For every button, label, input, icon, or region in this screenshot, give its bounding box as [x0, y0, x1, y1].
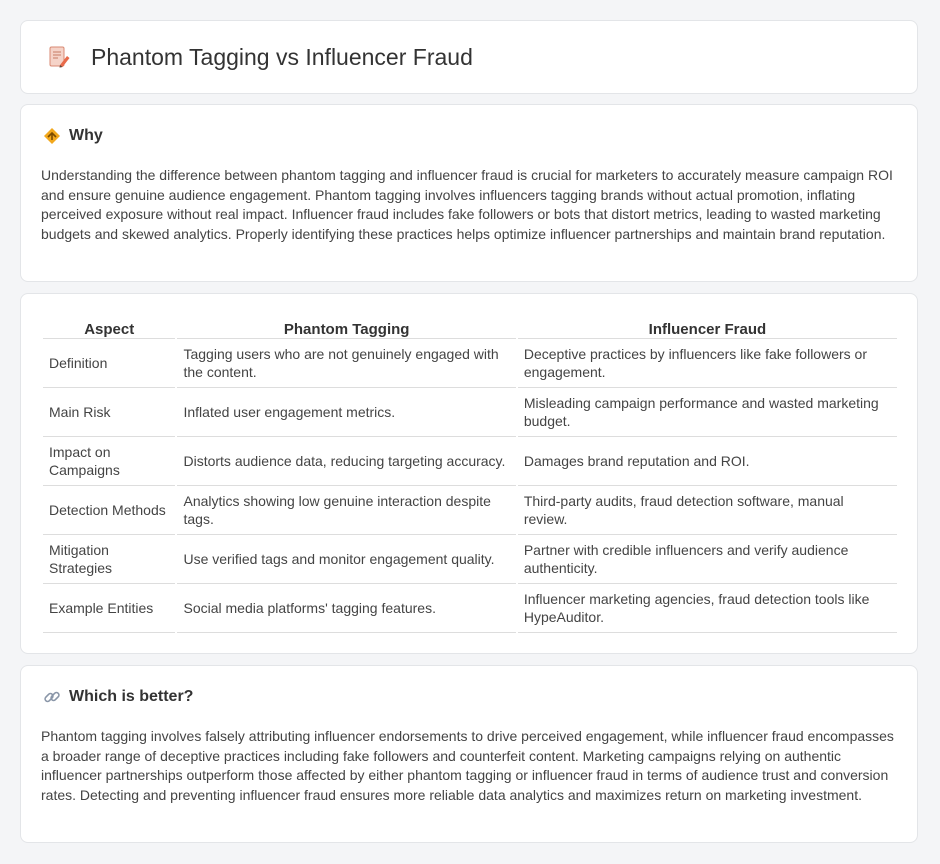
cell-phantom: Use verified tags and monitor engagement quality.	[177, 535, 515, 584]
cell-phantom: Tagging users who are not genuinely engaged with the content.	[177, 339, 515, 388]
cell-phantom: Social media platforms' tagging features.	[177, 584, 515, 633]
cell-fraud: Misleading campaign performance and wasted marketing budget.	[518, 388, 897, 437]
table-row	[43, 486, 897, 535]
why-text: Understanding the difference between phantom tagging and influencer fraud is crucial for marketers to accurately measure campaign ROI and ensure genuine audience engagement. Phantom tagging involves influencers tagging brands without actual promotion, inflating perceived exposure without real impact. Influencer fraud includes fake followers or bots that distort metrics, leading to wasted marketing budgets and skewed analytics. Properly identifying these practices helps optimize influencer partnerships and maintain brand reputation.	[41, 167, 893, 242]
header-influencer-fraud: Influencer Fraud	[518, 314, 897, 339]
why-heading-label: Why	[69, 127, 103, 144]
cell-aspect: Detection Methods	[43, 486, 175, 535]
page-title: Phantom Tagging vs Influencer Fraud	[91, 43, 473, 70]
diamond-direction-icon	[43, 127, 61, 145]
header-phantom-tagging: Phantom Tagging	[177, 314, 515, 339]
cell-aspect: Impact on Campaigns	[43, 437, 175, 486]
cell-fraud: Partner with credible influencers and verify audience authenticity.	[518, 535, 897, 584]
cell-fraud: Influencer marketing agencies, fraud detection tools like HypeAuditor.	[518, 584, 897, 633]
document-pencil-icon	[47, 45, 71, 69]
cell-aspect: Example Entities	[43, 584, 175, 633]
better-text: Phantom tagging involves falsely attributing influencer endorsements to drive perceived engagement, while influencer fraud encompasses a broader range of deceptive practices including fake followers and counterfeit content. Marketing campaigns relying on authentic influencer partnerships outperform those affected by either phantom tagging or influencer fraud in terms of audience trust and conversion rates. Detecting and preventing influencer fraud ensures more reliable data analytics and maximizes return on marketing investment.	[41, 728, 894, 803]
title-card	[20, 20, 918, 94]
table-row	[43, 535, 897, 584]
link-icon	[43, 688, 61, 706]
which-is-better-section	[20, 665, 918, 843]
table-row	[43, 388, 897, 437]
table-row	[43, 339, 897, 388]
cell-aspect: Definition	[43, 339, 175, 388]
cell-fraud: Deceptive practices by influencers like fake followers or engagement.	[518, 339, 897, 388]
cell-aspect: Main Risk	[43, 388, 175, 437]
better-heading-label: Which is better?	[69, 688, 194, 705]
why-heading	[43, 127, 103, 145]
why-section	[20, 104, 918, 282]
cell-phantom: Inflated user engagement metrics.	[177, 388, 515, 437]
table-row	[43, 584, 897, 633]
header-aspect: Aspect	[43, 314, 175, 339]
cell-fraud: Third-party audits, fraud detection software, manual review.	[518, 486, 897, 535]
table-header-row	[43, 314, 897, 339]
cell-aspect: Mitigation Strategies	[43, 535, 175, 584]
table-row	[43, 437, 897, 486]
comparison-section	[20, 293, 918, 654]
better-heading	[43, 688, 193, 706]
cell-phantom: Distorts audience data, reducing targeting accuracy.	[177, 437, 515, 486]
cell-phantom: Analytics showing low genuine interaction despite tags.	[177, 486, 515, 535]
cell-fraud: Damages brand reputation and ROI.	[518, 437, 897, 486]
comparison-table	[41, 314, 899, 633]
